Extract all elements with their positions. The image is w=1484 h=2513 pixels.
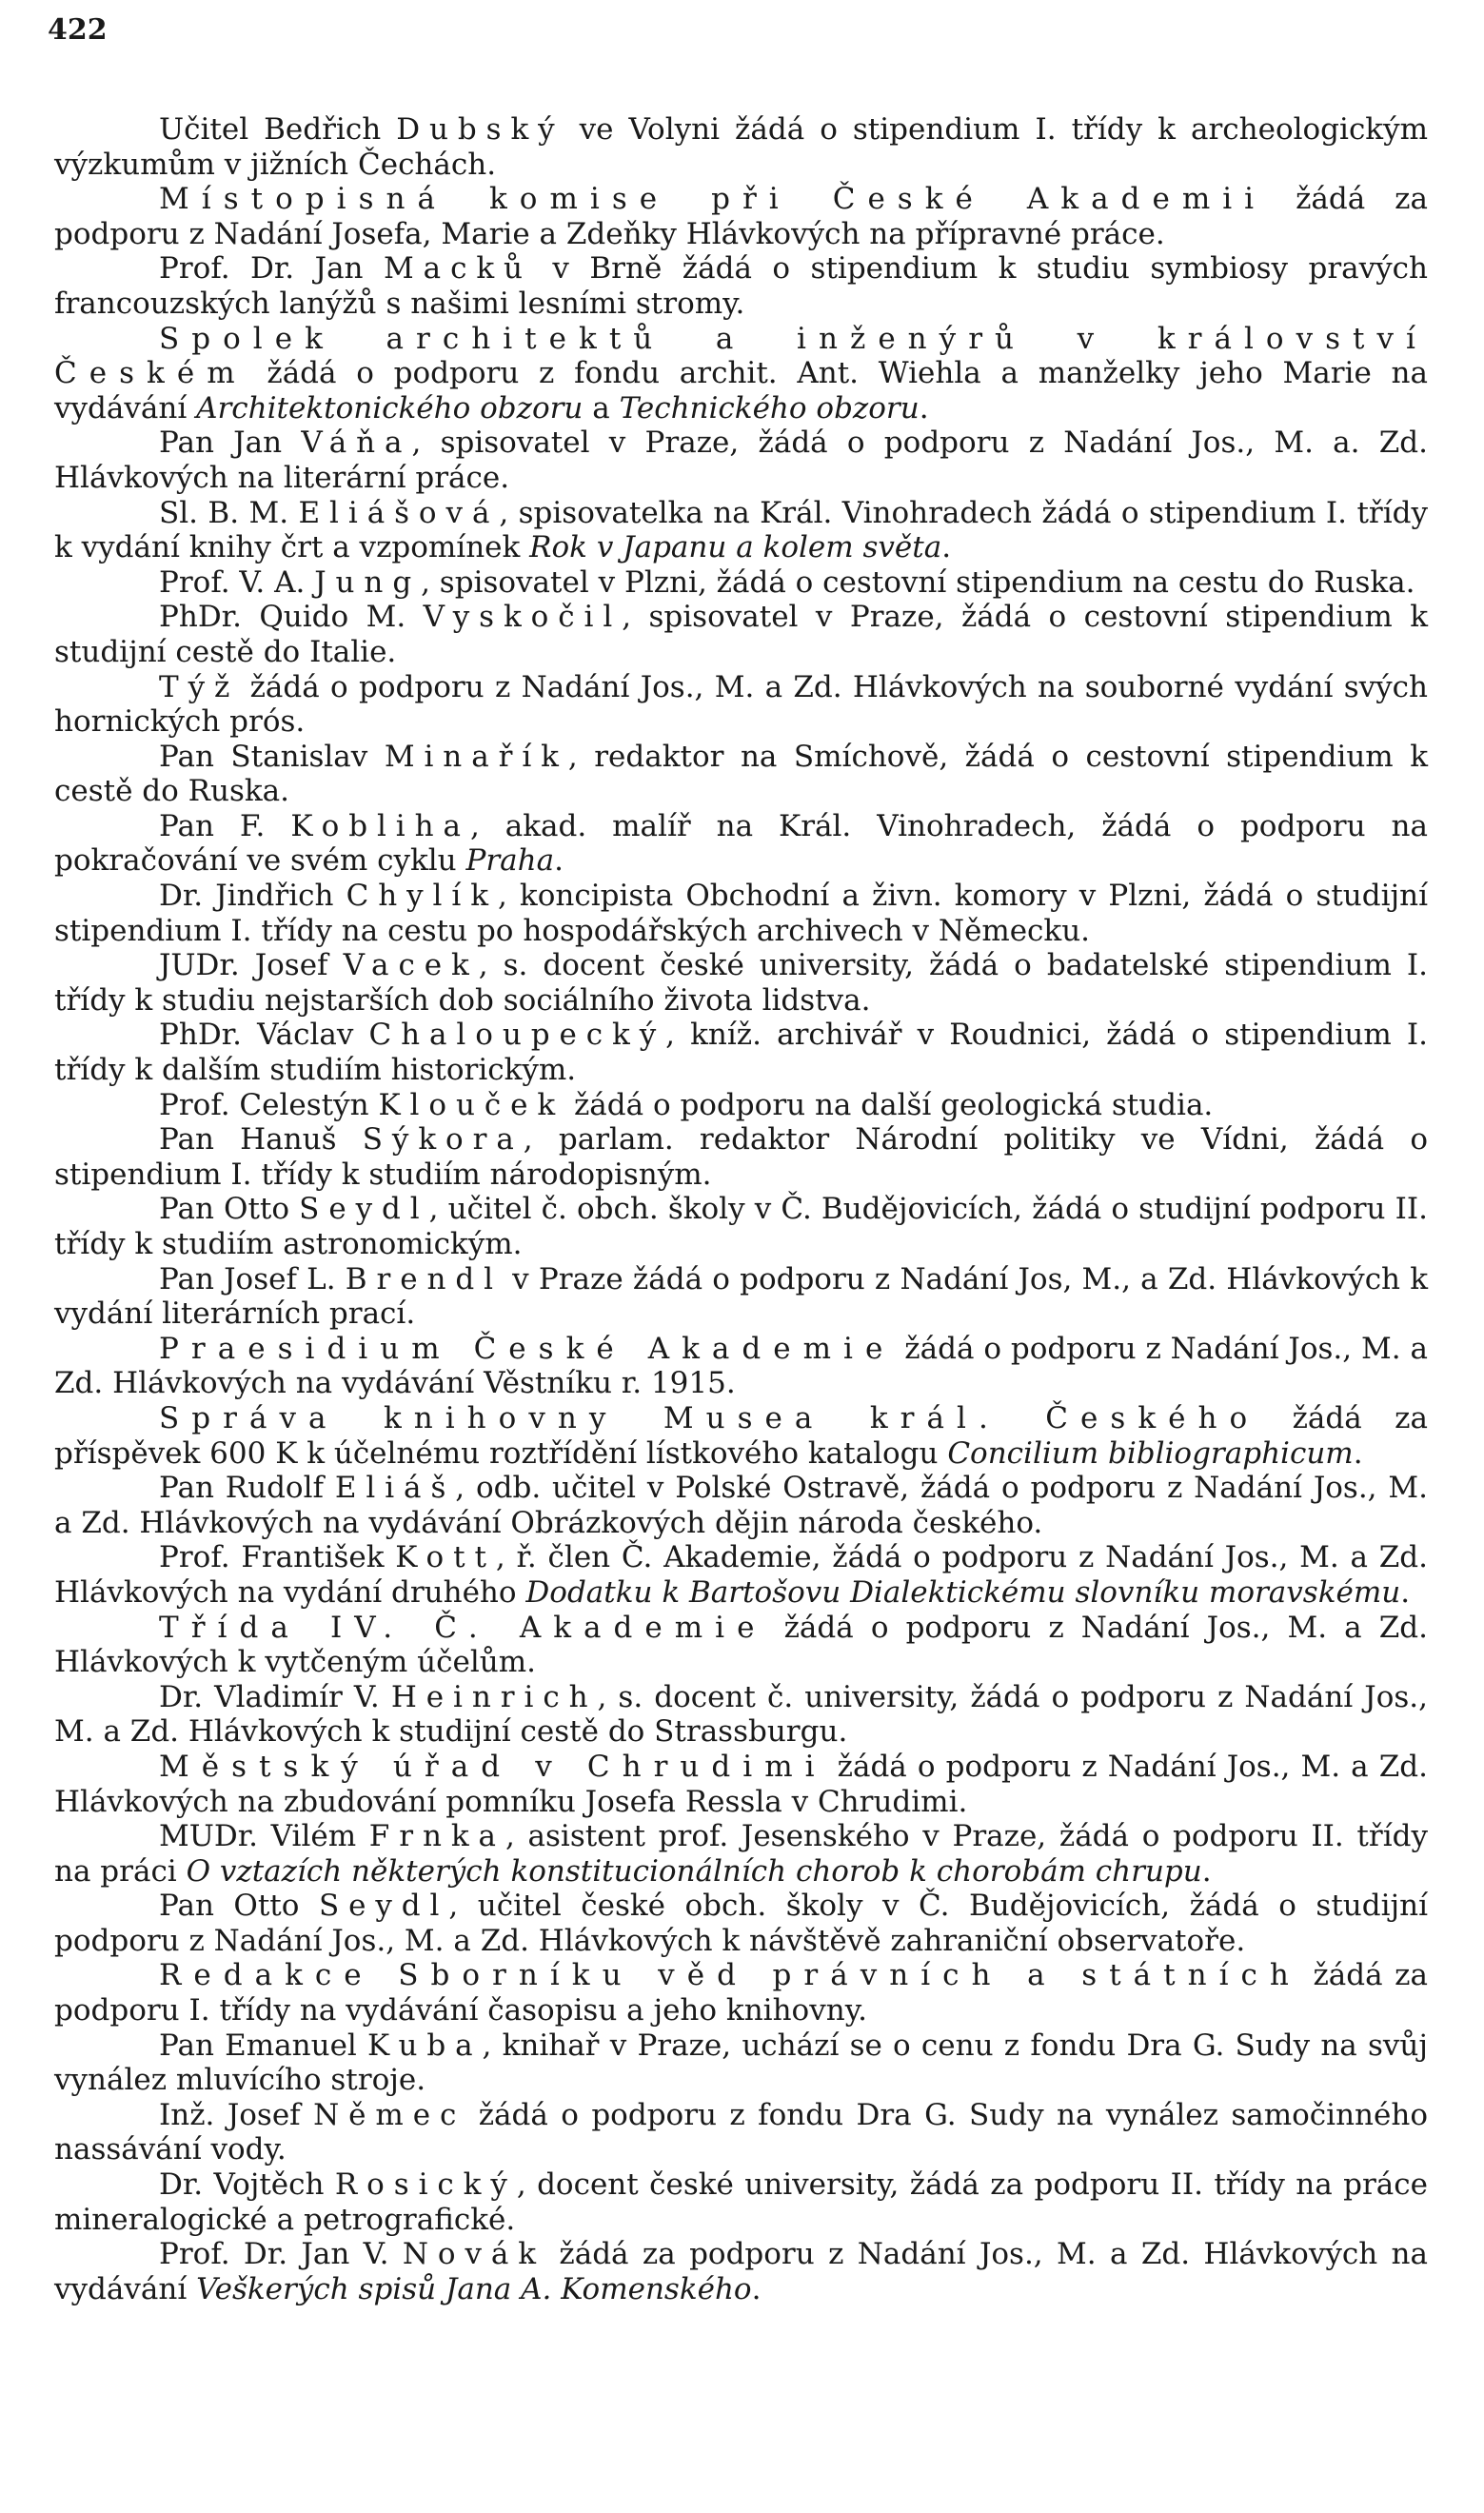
applicant-name: Týž	[159, 669, 240, 704]
work-title: Rok v Japanu a kolem světa	[529, 530, 942, 565]
entry-text: JUDr. Josef	[159, 948, 344, 983]
work-title: Dodatku k Bartošovu Dialektickému slovníku moravskému	[525, 1574, 1401, 1610]
entry-text: Prof. František	[159, 1540, 396, 1575]
entry-text: žádá o podporu z Nadání Jos., M. a Zd. Hlávkových k vytčeným účelům.	[54, 1610, 1428, 1680]
applicant-name: Seydl	[299, 1192, 429, 1227]
applicant-name: Váňa	[301, 425, 412, 461]
entry-paragraph	[54, 740, 1428, 809]
applicant-name: Správa knihovny Musea král. Českého	[159, 1400, 1260, 1435]
entry-text: .	[1201, 1853, 1212, 1889]
entry-text: v Brně žádá o stipendium k studiu symbiosy pravých francouzských lanýžů s našimi lesními stromy.	[54, 251, 1428, 321]
applicant-name: Spolek architektů a inženýrů v království Českém	[54, 321, 1428, 391]
entry-text: Pan Otto	[159, 1192, 300, 1227]
entry-text: Pan F.	[159, 808, 291, 843]
applicant-name: Chaloupecký	[368, 1018, 666, 1053]
entry-text: žádá o podporu z fondu Dra G. Sudy na vynález samočinného nassávání vody.	[54, 2097, 1428, 2167]
entry-text: , s. docent č. university, žádá o podporu z Nadání Jos., M. a Zd. Hlávkových k studijní cestě do Strassburgu.	[54, 1679, 1428, 1750]
entry-paragraph	[54, 1262, 1428, 1332]
entry-paragraph	[54, 1018, 1428, 1087]
entry-paragraph	[54, 1540, 1428, 1610]
entry-text: , učitel č. obch. školy v Č. Budějovicích, žádá o studijní podporu II. třídy k studiím astronomickým.	[54, 1192, 1428, 1261]
entry-text: Pan Otto	[159, 1889, 319, 1924]
entry-paragraph	[54, 1332, 1428, 1401]
applicant-name: Heinrich	[390, 1679, 598, 1714]
entry-paragraph	[54, 1611, 1428, 1680]
entry-text: .	[554, 843, 564, 879]
entry-text: Učitel Bedřich	[159, 112, 397, 147]
applicant-name: Novák	[402, 2237, 546, 2272]
entry-text: Sl. B. M.	[159, 495, 299, 530]
applicant-name: Dubský	[396, 112, 564, 147]
entry-text: , spisovatelka na Král. Vinohradech žádá o stipendium I. třídy k vydání knihy črt a vzpomínek	[54, 495, 1428, 565]
entry-paragraph	[54, 1750, 1428, 1819]
entry-text: Pan Emanuel	[159, 2028, 368, 2063]
entry-paragraph	[54, 809, 1428, 879]
entry-text: , koncipista Obchodní a živn. komory v Plzni, žádá o studijní stipendium I. třídy na cestu po hospodářských archivech v Německu.	[54, 879, 1428, 948]
entry-paragraph	[54, 670, 1428, 740]
applicant-name: Městský úřad v Chrudimi	[159, 1749, 827, 1784]
entry-text: žádá o podporu z Nadání Jos., M. a Zd. Hlávkových na zbudování pomníku Josefa Ressla v Chrudimi.	[54, 1749, 1428, 1819]
entry-text: Inž. Josef	[159, 2097, 314, 2132]
applicant-name: Jung	[314, 564, 422, 600]
applicant-name: Eliáš	[334, 1471, 456, 1506]
entry-paragraph	[54, 425, 1428, 495]
applicant-name: Třída IV. Č. Akademie	[159, 1610, 767, 1645]
applicant-name: Praesidium České Akademie	[159, 1331, 896, 1366]
entry-paragraph	[54, 112, 1428, 182]
entry-paragraph	[54, 879, 1428, 948]
work-title: Veškerých spisů Jana A. Komenského	[196, 2271, 752, 2306]
entry-text: , spisovatel v Praze, žádá o podporu z Nadání Jos., M. a. Zd. Hlávkových na literární práce.	[54, 425, 1429, 495]
entry-text: Prof. V. A.	[159, 564, 315, 600]
entry-text: , spisovatel v Praze, žádá o cestovní stipendium k studijní cestě do Italie.	[54, 600, 1428, 669]
entry-paragraph	[54, 1889, 1428, 1958]
entry-paragraph	[54, 182, 1428, 251]
entry-text: .	[941, 530, 952, 565]
applicant-name: Seydl	[318, 1889, 449, 1924]
applicant-name: Eliášová	[298, 495, 500, 530]
applicant-name: Brendl	[345, 1261, 503, 1296]
entry-text: Prof. Celestýn	[159, 1087, 379, 1122]
entry-paragraph	[54, 1122, 1428, 1192]
entry-text: Pan Hanuš	[159, 1122, 363, 1158]
entry-text: , odb. učitel v Polské Ostravě, žádá o podporu z Nadání Jos., M. a Zd. Hlávkových na vydávání Obrázkových dějin národa českého.	[54, 1471, 1428, 1540]
entry-text: Prof. Dr. Jan V.	[159, 2237, 403, 2272]
entry-text: MUDr. Vilém	[159, 1819, 369, 1854]
applicant-name: Frnka	[368, 1819, 505, 1854]
entry-paragraph	[54, 251, 1428, 321]
entry-text: Pan Josef L.	[159, 1261, 346, 1296]
entry-text: žádá o podporu z Nadání Jos., M. a Zd. Hlávkových na souborné vydání svých hornických prós.	[54, 669, 1428, 740]
entry-text: a	[583, 390, 620, 425]
work-title: Concilium bibliographicum	[947, 1435, 1354, 1471]
entry-paragraph	[54, 1088, 1428, 1123]
entry-paragraph	[54, 496, 1428, 565]
entry-text: žádá za podporu I. třídy na vydávání časopisu a jeho knihovny.	[54, 1958, 1428, 2028]
entry-text: .	[919, 390, 929, 425]
applicant-name: Vyskočil	[423, 600, 623, 635]
entry-text: .	[751, 2271, 762, 2306]
work-title: Technického obzoru	[619, 390, 920, 425]
applicant-name: Chylík	[346, 879, 498, 914]
entry-text: , spisovatel v Plzni, žádá o cestovní stipendium na cestu do Ruska.	[421, 564, 1415, 600]
entry-text: , asistent prof. Jesenského v Praze, žádá o podporu II. třídy na práci	[54, 1819, 1428, 1889]
entry-paragraph	[54, 1471, 1428, 1540]
entry-paragraph	[54, 1819, 1428, 1889]
entry-text: , kníž. archivář v Roudnici, žádá o stipendium I. třídy k dalším studiím historickým.	[54, 1018, 1428, 1088]
entry-text: žádá o podporu z fondu archit. Ant. Wiehla a manželky jeho Marie na vydávání	[54, 356, 1428, 425]
entry-text: Dr. Vladimír V.	[159, 1679, 391, 1714]
entry-paragraph	[54, 1401, 1428, 1471]
applicant-name: Minařík	[384, 739, 568, 774]
entry-text: žádá o podporu na další geologická studia.	[564, 1087, 1214, 1122]
entry-text: , redaktor na Smíchově, žádá o cestovní stipendium k cestě do Ruska.	[54, 739, 1428, 809]
entry-text: , parlam. redaktor Národní politiky ve Vídni, žádá o stipendium I. třídy k studiím národopisným.	[54, 1122, 1428, 1192]
applicant-name: Kott	[395, 1540, 496, 1575]
entry-text: .	[1353, 1435, 1363, 1471]
entry-paragraph	[54, 322, 1428, 426]
entry-text: Pan Stanislav	[159, 739, 385, 774]
entry-text: žádá za podporu z Nadání Jos., M. a Zd. Hlávkových na vydávání	[54, 2237, 1428, 2306]
applicant-name: Macků	[384, 251, 532, 287]
entry-text: , knihař v Praze, uchází se o cenu z fondu Dra G. Sudy na svůj vynález mluvícího stroje.	[54, 2028, 1428, 2098]
entry-text: PhDr. Quido M.	[159, 600, 424, 635]
entry-paragraph	[54, 565, 1428, 601]
applicant-name: Němec	[313, 2097, 466, 2132]
work-title: Architektonického obzoru	[196, 390, 584, 425]
applicant-name: Kobliha	[290, 808, 470, 843]
entry-text: PhDr. Václav	[159, 1018, 369, 1053]
entry-text: , ř. člen Č. Akademie, žádá o podporu z Nadání Jos., M. a Zd. Hlávkových na vydání druhého	[54, 1540, 1429, 1610]
entry-text: žádá za podporu z Nadání Josefa, Marie a Zdeňky Hlávkových na přípravné práce.	[54, 182, 1428, 251]
entry-paragraph	[54, 2167, 1428, 2237]
applicant-name: Sýkora	[362, 1122, 524, 1158]
applicant-name: Kuba	[367, 2028, 483, 2063]
applicant-name: Redakce Sborníku věd právních a státních	[159, 1958, 1301, 1993]
entry-paragraph	[54, 2098, 1428, 2167]
work-title: O vztazích některých konstitucionálních chorob k chorobám chrupu	[186, 1853, 1202, 1889]
entry-paragraph	[54, 2237, 1428, 2306]
applicant-name: Rosický	[334, 2167, 517, 2203]
entry-text: , s. docent české university, žádá o badatelské stipendium I. třídy k studiu nejstarších dob sociálního života lidstva.	[54, 948, 1428, 1018]
entry-paragraph	[54, 600, 1428, 669]
entry-text: Pan Jan	[159, 425, 302, 461]
entry-text: Pan Rudolf	[159, 1471, 335, 1506]
entry-text: , akad. malíř na Král. Vinohradech, žádá o podporu na pokračování ve svém cyklu	[54, 808, 1429, 879]
entry-paragraph	[54, 1192, 1428, 1261]
applicant-name: Vacek	[343, 948, 479, 983]
page-number: 422	[48, 13, 108, 47]
entry-text: Prof. Dr. Jan	[159, 251, 384, 287]
entry-text: .	[1400, 1574, 1411, 1610]
entry-paragraph	[54, 1958, 1428, 2028]
applicant-name: Místopisná komise při České Akademii	[159, 182, 1267, 217]
entry-paragraph	[54, 2028, 1428, 2098]
entry-text: Dr. Vojtěch	[159, 2167, 335, 2203]
entry-text: Dr. Jindřich	[159, 879, 346, 914]
entry-text: , docent české university, žádá za podporu II. třídy na práce mineralogické a petrografické.	[54, 2167, 1428, 2237]
entry-paragraph	[54, 1680, 1428, 1750]
applicant-name: Klouček	[378, 1087, 565, 1122]
entry-paragraph	[54, 948, 1428, 1018]
work-title: Praha	[465, 843, 555, 879]
entry-text: v Praze žádá o podporu z Nadání Jos, M., a Zd. Hlávkových k vydání literárních prací.	[54, 1261, 1428, 1332]
entry-list	[54, 112, 1428, 2306]
entry-text: , učitel české obch. školy v Č. Budějovicích, žádá o studijní podporu z Nadání Jos., M. a Zd. Hlávkových k návštěvě zahraniční observatoře.	[54, 1889, 1428, 1958]
entry-text: žádá o podporu z Nadání Jos., M. a Zd. Hlávkových na vydávání Věstníku r. 1915.	[54, 1331, 1428, 1401]
entry-text: žádá za příspěvek 600 K k účelnému roztřídění lístkového katalogu	[54, 1400, 1428, 1471]
entry-text: ve Volyni žádá o stipendium I. třídy k archeologickým výzkumům v jižních Čechách.	[54, 112, 1428, 182]
